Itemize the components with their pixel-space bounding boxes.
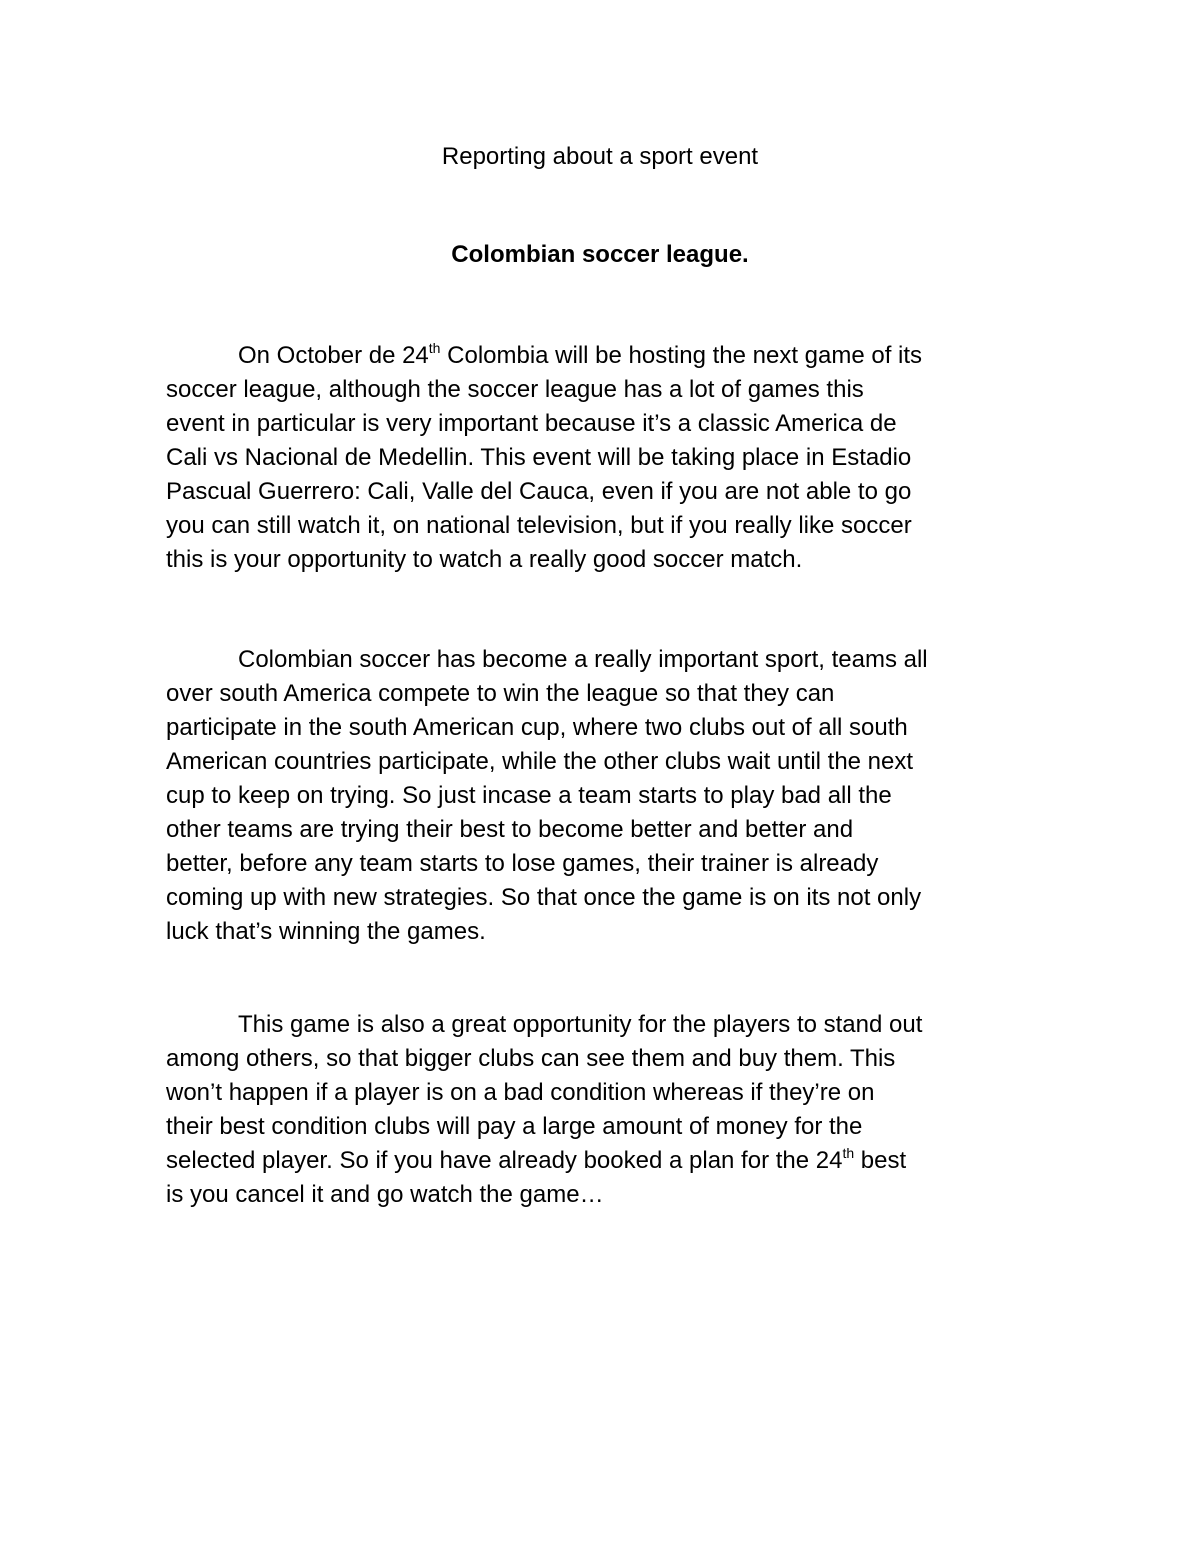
paragraph-line: won’t happen if a player is on a bad condition whereas if they’re on — [166, 1079, 875, 1106]
ordinal-suffix: th — [842, 1145, 855, 1161]
text-segment: Colombia will be hosting the next game of its — [440, 342, 923, 369]
paragraph-1 — [166, 339, 1041, 577]
text-segment: selected player. So if you have already booked a plan for the 24 — [166, 1147, 843, 1174]
paragraph-line: this is your opportunity to watch a really good soccer match. — [166, 546, 803, 573]
paragraph-line: over south America compete to win the league so that they can — [166, 680, 835, 707]
paragraph-line: cup to keep on trying. So just incase a team starts to play bad all the — [166, 782, 892, 809]
paragraph-line: you can still watch it, on national television, but if you really like soccer — [166, 512, 912, 539]
paragraph-line: luck that’s winning the games. — [166, 918, 486, 945]
paragraph-line: among others, so that bigger clubs can see them and buy them. This — [166, 1045, 896, 1072]
paragraph-1-line-1 — [166, 339, 1041, 373]
document-title: Colombian soccer league. — [451, 241, 749, 268]
paragraph-line: their best condition clubs will pay a large amount of money for the — [166, 1113, 863, 1140]
paragraph-line: Colombian soccer has become a really important sport, teams all — [238, 646, 928, 673]
paragraph-line: American countries participate, while the other clubs wait until the next — [166, 748, 914, 775]
paragraph-2 — [166, 643, 1041, 949]
paragraph-3 — [166, 1008, 1041, 1212]
paragraph-line: Cali vs Nacional de Medellin. This event will be taking place in Estadio — [166, 444, 912, 471]
paragraph-line: Pascual Guerrero: Cali, Valle del Cauca, even if you are not able to go — [166, 478, 912, 505]
ordinal-suffix: th — [428, 340, 441, 356]
paragraph-line: soccer league, although the soccer league has a lot of games this — [166, 376, 864, 403]
paragraph-line: other teams are trying their best to become better and better and — [166, 816, 854, 843]
paragraph-line: participate in the south American cup, where two clubs out of all south — [166, 714, 908, 741]
paragraph-line: coming up with new strategies. So that once the game is on its not only — [166, 884, 922, 911]
paragraph-line: is you cancel it and go watch the game… — [166, 1181, 604, 1208]
paragraph-line: event in particular is very important because it’s a classic America de — [166, 410, 897, 437]
paragraph-line: better, before any team starts to lose games, their trainer is already — [166, 850, 879, 877]
text-segment: best — [854, 1147, 907, 1174]
paragraph-3-line-5 — [166, 1144, 1041, 1178]
document-subtitle: Reporting about a sport event — [441, 143, 759, 170]
text-segment: On October de 24 — [238, 342, 429, 369]
paragraph-line: This game is also a great opportunity for the players to stand out — [238, 1011, 923, 1038]
